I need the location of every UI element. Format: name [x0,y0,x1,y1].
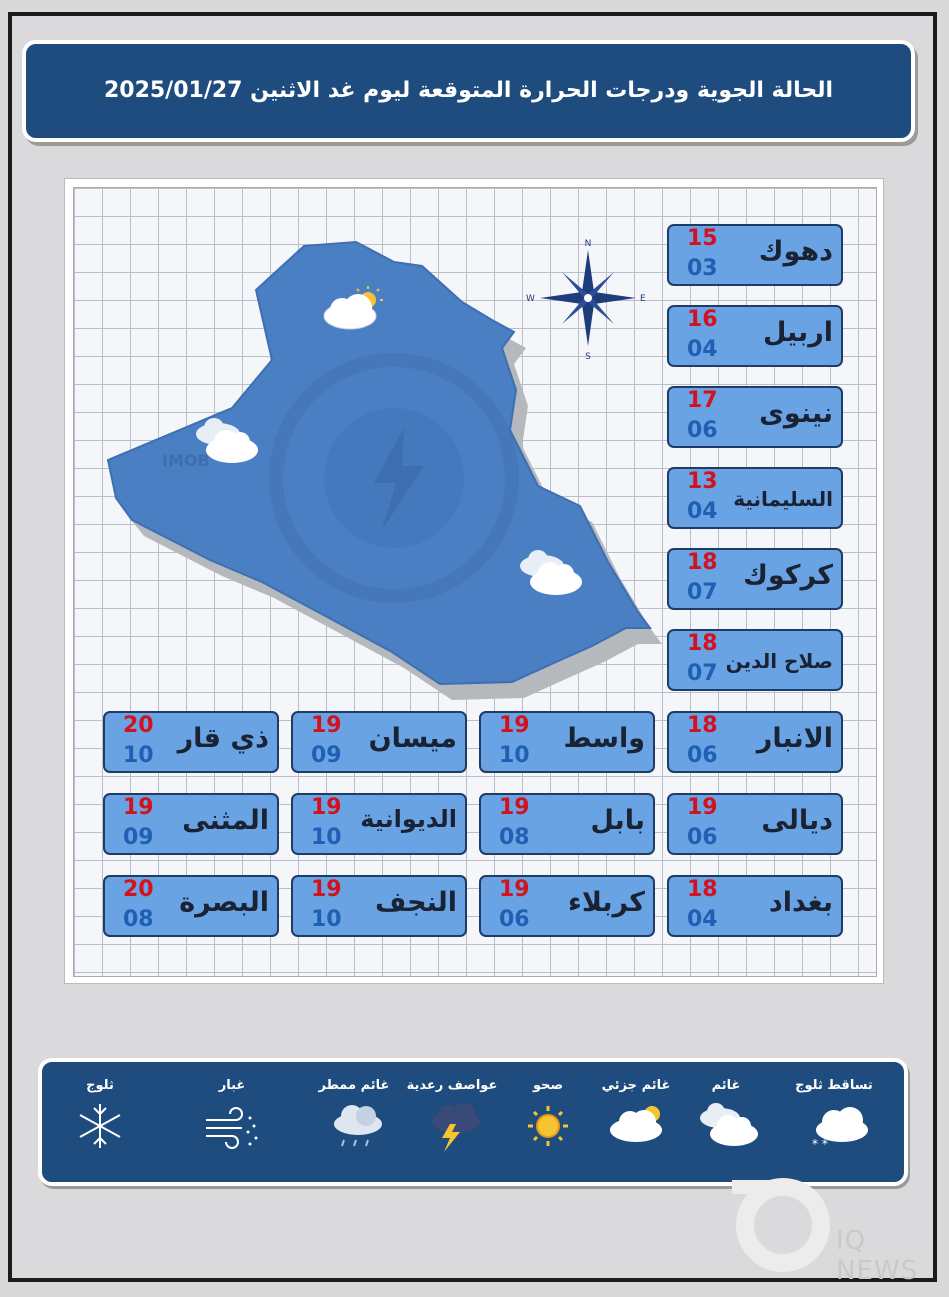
watermark-text: IQ NEWS [836,1226,919,1286]
max-temp: 16 [687,307,718,332]
city-card-wasit [479,711,655,773]
legend-label: غائم ممطر [318,1078,390,1093]
emblem-code: IMOB [162,451,210,470]
max-temp: 20 [123,713,154,738]
city-name: كركوك [743,560,833,591]
city-name: دهوك [758,236,833,267]
legend-item-snowfall [784,1062,884,1182]
city-name: كربلاء [568,887,645,918]
max-temp: 18 [687,713,718,738]
partly-cloudy-icon [606,1102,676,1152]
city-card-najaf [291,875,467,937]
max-temp: 19 [311,877,342,902]
city-name: النجف [374,887,457,918]
min-temp: 10 [499,743,530,768]
thunderstorm-icon [422,1102,492,1152]
min-temp: 06 [687,418,718,443]
min-temp: 03 [687,256,718,281]
city-name: السليمانية [733,487,833,511]
min-temp: 04 [687,337,718,362]
city-card-salahuddin [667,629,843,691]
min-temp: 06 [499,907,530,932]
min-temp: 10 [311,825,342,850]
city-card-sulaymaniyah [667,467,843,529]
max-temp: 18 [687,550,718,575]
city-card-kirkuk [667,548,843,610]
legend-label: ثلوج [86,1078,114,1093]
compass-w: W [526,294,535,304]
city-card-dhiqar [103,711,279,773]
city-name: نينوى [759,398,833,429]
compass-rose-icon [526,239,646,362]
city-name: ديالى [761,805,833,836]
min-temp: 06 [687,743,718,768]
header-banner [22,40,915,142]
cloudy-icon [696,1102,766,1152]
legend-item-dust [182,1062,282,1182]
max-temp: 13 [687,469,718,494]
city-card-erbil [667,305,843,367]
iq-news-logo [728,1170,838,1280]
city-card-nineveh [667,386,843,448]
city-name: الديوانية [360,805,457,833]
legend-label: تساقط ثلوج [795,1078,873,1093]
rainy-cloud-icon [324,1102,394,1152]
min-temp: 06 [687,825,718,850]
city-name: الانبار [756,723,833,754]
legend-label: غائم جزئي [601,1078,671,1093]
compass-e: E [640,294,646,304]
city-card-anbar [667,711,843,773]
dust-icon [202,1102,272,1152]
max-temp: 19 [499,877,530,902]
min-temp: 04 [687,907,718,932]
city-card-dohuk [667,224,843,286]
min-temp: 10 [311,907,342,932]
city-card-babil [479,793,655,855]
city-card-muthanna [103,793,279,855]
snowfall-cloud-icon [804,1102,874,1152]
max-temp: 19 [123,795,154,820]
max-temp: 19 [687,795,718,820]
city-name: ميسان [368,723,457,754]
city-name: اربيل [762,317,833,348]
legend-item-rainy-cloud [304,1062,404,1182]
max-temp: 19 [311,713,342,738]
city-name: صلاح الدين [725,649,833,673]
max-temp: 17 [687,388,718,413]
snowflake-icon [70,1102,140,1152]
legend-label: غائم [711,1078,741,1093]
legend-label: صحو [532,1078,564,1093]
legend-label: عواصف رعدية [406,1078,498,1093]
city-name: المثنى [182,805,269,836]
city-card-karbala [479,875,655,937]
city-name: البصرة [179,887,269,918]
city-card-basra [103,875,279,937]
city-name: واسط [563,723,645,754]
max-temp: 18 [687,631,718,656]
max-temp: 19 [311,795,342,820]
city-card-diwaniyah [291,793,467,855]
compass-s: S [585,352,591,362]
legend-item-sunny [498,1062,598,1182]
min-temp: 07 [687,580,718,605]
max-temp: 19 [499,795,530,820]
city-card-baghdad [667,875,843,937]
legend-item-partly-cloudy [586,1062,686,1182]
min-temp: 07 [687,661,718,686]
page-title: الحالة الجوية ودرجات الحرارة المتوقعة ليوم غد الاثنين 2025/01/27 [103,78,834,103]
sunny-icon [518,1102,588,1152]
max-temp: 20 [123,877,154,902]
city-card-diyala [667,793,843,855]
min-temp: 08 [499,825,530,850]
max-temp: 19 [499,713,530,738]
legend-item-snow [50,1062,150,1182]
city-name: بابل [590,805,645,836]
min-temp: 09 [311,743,342,768]
max-temp: 18 [687,877,718,902]
legend-item-cloudy [676,1062,776,1182]
city-name: ذي قار [177,723,269,754]
min-temp: 04 [687,499,718,524]
city-name: بغداد [768,887,833,918]
compass-n: N [584,239,592,249]
min-temp: 08 [123,907,154,932]
legend-item-thunderstorm [402,1062,502,1182]
min-temp: 10 [123,743,154,768]
weather-legend [38,1058,908,1186]
svg-text:* *: * * [812,1137,828,1151]
min-temp: 09 [123,825,154,850]
legend-label: غبار [218,1078,246,1093]
city-card-maysan [291,711,467,773]
max-temp: 15 [687,226,718,251]
